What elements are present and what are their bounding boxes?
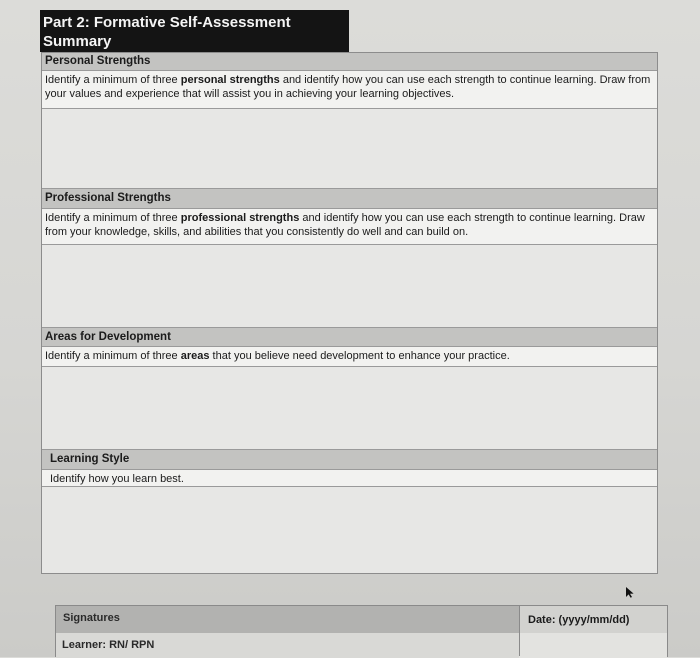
section-header-areas-for-development: Areas for Development: [42, 328, 657, 347]
signatures-header-row: [56, 606, 667, 634]
section-instructions-personal-strengths: Identify a minimum of three personal strengths and identify how you can use each strength to continue learning. Draw from your values and experience that will assist you in achieving your learning objectives.: [42, 71, 657, 109]
section-header-personal-strengths: Personal Strengths: [42, 53, 657, 71]
response-box-learning-style[interactable]: [42, 487, 657, 573]
page-title-line-2: Summary: [43, 33, 112, 50]
page-title: [40, 10, 349, 52]
response-box-professional-strengths[interactable]: [42, 245, 657, 328]
section-instructions-learning-style: Identify how you learn best.: [42, 470, 657, 487]
response-box-personal-strengths[interactable]: [42, 109, 657, 189]
mouse-pointer-icon: [624, 586, 636, 598]
learner-date-field[interactable]: [519, 633, 667, 658]
section-instructions-areas-for-development: Identify a minimum of three areas that you believe need development to enhance your practice.: [42, 347, 657, 367]
date-label: Date: (yyyy/mm/dd): [528, 614, 630, 626]
signatures-label: Signatures: [63, 612, 120, 624]
self-assessment-form: [41, 52, 658, 574]
learner-label: Learner: RN/ RPN: [62, 639, 155, 651]
learner-signature-row: [56, 633, 667, 658]
response-box-areas-for-development[interactable]: [42, 367, 657, 450]
section-instructions-professional-strengths: Identify a minimum of three professional strengths and identify how you can use each strength to continue learning. Draw from your knowledge, skills, and abilities that you consistently do well and can build on.: [42, 209, 657, 245]
page-title-line-1: Part 2: Formative Self-Assessment: [43, 14, 291, 31]
section-header-professional-strengths: Professional Strengths: [42, 189, 657, 209]
signatures-table: [55, 605, 668, 657]
signatures-column-divider: [519, 606, 520, 656]
section-header-learning-style: Learning Style: [42, 450, 657, 470]
